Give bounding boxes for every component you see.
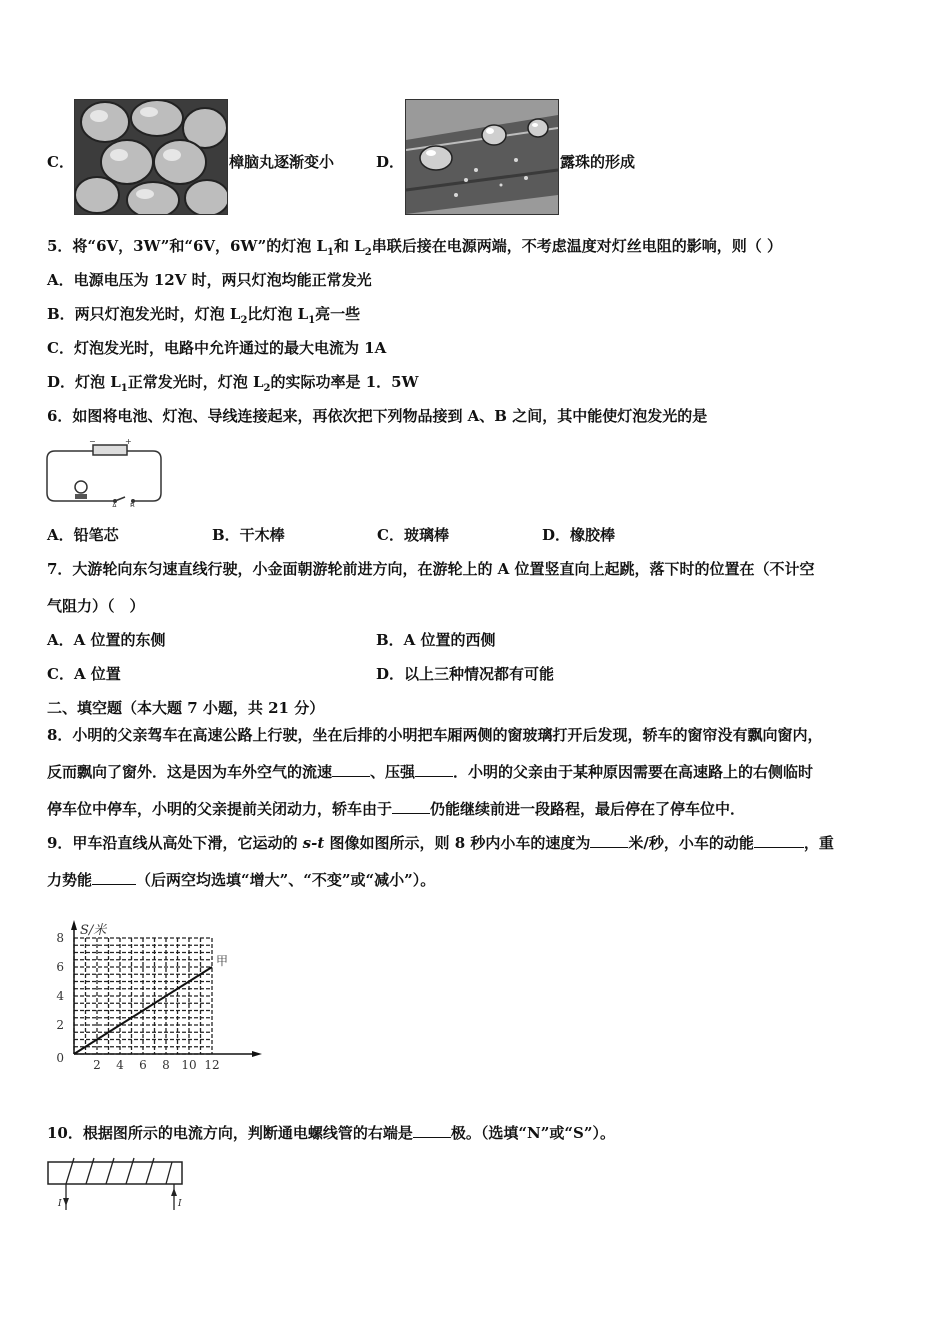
- battery-plus: +: [125, 437, 132, 446]
- q7-option-a: A．A 位置的东侧: [47, 631, 166, 649]
- terminal-a-label: A: [112, 502, 117, 507]
- q6-stem: 6．如图将电池、灯泡、导线连接起来，再依次把下列物品接到 A、B 之间，其中能使灯泡发光的是: [47, 407, 708, 425]
- q6-option-c: C．玻璃棒: [377, 526, 449, 544]
- q7-option-c: C．A 位置: [47, 665, 121, 683]
- q8-line2: 反而飘向了窗外．这是因为车外空气的流速 、压强 ．小明的父亲由于某种原因需要在高速路上的右侧临时: [47, 763, 814, 781]
- y-tick-label: 6: [56, 960, 64, 974]
- q7-option-d: D．以上三种情况都有可能: [376, 665, 555, 683]
- y-tick-label: 2: [56, 1018, 64, 1032]
- current-arrow-down-icon: [63, 1198, 69, 1206]
- terminal-b-label: B: [130, 502, 135, 507]
- q10-stem: 10．根据图所示的电流方向，判断通电螺线管的右端是 极。（选填“N”或“S”）。: [47, 1124, 615, 1142]
- battery-minus: −: [89, 437, 96, 446]
- x-tick-label: 10: [181, 1058, 197, 1072]
- option-d-letter: D．: [376, 153, 405, 171]
- q6-option-b: B．干木棒: [212, 526, 285, 544]
- q6-option-d: D．橡胶棒: [542, 526, 616, 544]
- current-arrow-up-icon: [171, 1188, 177, 1196]
- y-tick-label: 8: [56, 931, 64, 945]
- circuit-diagram: [45, 437, 165, 507]
- answer-blank[interactable]: [413, 1123, 451, 1138]
- q7-stem-line1: 7．大游轮向东匀速直线行驶，小金面朝游轮前进方向，在游轮上的 A 位置竖直向上起跳，落下时的位置在（不计空: [47, 560, 815, 578]
- option-d-caption: 露珠的形成: [560, 153, 636, 171]
- q5-option-d: D．灯泡 $L_1$正常发光时，灯泡 $L_2$的实际功率是 1．5W: [47, 373, 419, 394]
- x-tick-label: 8: [162, 1058, 170, 1072]
- y-axis-label: S/米: [80, 923, 107, 938]
- x-tick-label: 2: [93, 1058, 101, 1072]
- option-c-caption: 樟脑丸逐渐变小: [229, 153, 335, 171]
- q9-line1: 9．甲车沿直线从高处下滑，它运动的 s-t 图像如图所示，则 8 秒内小车的速度为 米/秒，小车的动能 ，重: [47, 834, 834, 852]
- bulb-icon: [75, 481, 87, 499]
- dew-drops-photo: [405, 99, 559, 215]
- x-tick-label: 6: [139, 1058, 147, 1072]
- section-heading: 二、填空题（本大题 7 小题，共 21 分）: [47, 699, 325, 717]
- series-label: 甲: [216, 954, 229, 968]
- q8-line1: 8．小明的父亲驾车在高速公路上行驶，坐在后排的小明把车厢两侧的窗玻璃打开后发现，轿车的窗帘没有飘向窗内，: [47, 726, 823, 744]
- answer-blank[interactable]: [92, 870, 136, 885]
- x-tick-label: 12: [204, 1058, 220, 1072]
- q5-stem: 5．将“6V，3W”和“6V，6W”的灯泡 $L_1$和 $L_2$串联后接在电源两端，不考虑温度对灯丝电阻的影响，则（ ）: [47, 237, 782, 258]
- y-tick-label: 4: [56, 989, 64, 1003]
- current-label-right: I: [178, 1199, 182, 1209]
- q5-option-c: C．灯泡发光时，电路中允许通过的最大电流为 1A: [47, 339, 387, 357]
- answer-blank[interactable]: [590, 833, 628, 848]
- y-tick-label: 0: [56, 1051, 64, 1065]
- x-tick-label: 4: [116, 1058, 124, 1072]
- current-label-left: I: [58, 1199, 62, 1209]
- y-axis-arrow-icon: [71, 920, 77, 930]
- q9-line2: 力势能 （后两空均选填“增大”、“不变”或“减小”）。: [47, 871, 436, 889]
- solenoid-diagram: [44, 1150, 189, 1218]
- x-axis-arrow-icon: [252, 1051, 262, 1057]
- q7-stem-line2: 气阻力）（ ）: [47, 597, 145, 615]
- answer-blank[interactable]: [332, 762, 370, 777]
- q5-option-a: A．电源电压为 12V 时，两只灯泡均能正常发光: [47, 271, 372, 289]
- answer-blank[interactable]: [754, 833, 804, 848]
- q5-option-b: B．两只灯泡发光时，灯泡 $L_2$比灯泡 $L_1$亮一些: [47, 305, 361, 326]
- s-t-graph: [42, 912, 272, 1082]
- q7-option-b: B．A 位置的西侧: [376, 631, 496, 649]
- camphor-balls-photo: [74, 99, 228, 215]
- answer-blank[interactable]: [415, 762, 453, 777]
- q8-line3: 停车位中停车，小明的父亲提前关闭动力，轿车由于 仍能继续前进一段路程，最后停在了停车位中．: [47, 800, 746, 818]
- option-c-letter: C．: [47, 153, 74, 171]
- answer-blank[interactable]: [392, 799, 430, 814]
- q6-option-a: A．铅笔芯: [47, 526, 119, 544]
